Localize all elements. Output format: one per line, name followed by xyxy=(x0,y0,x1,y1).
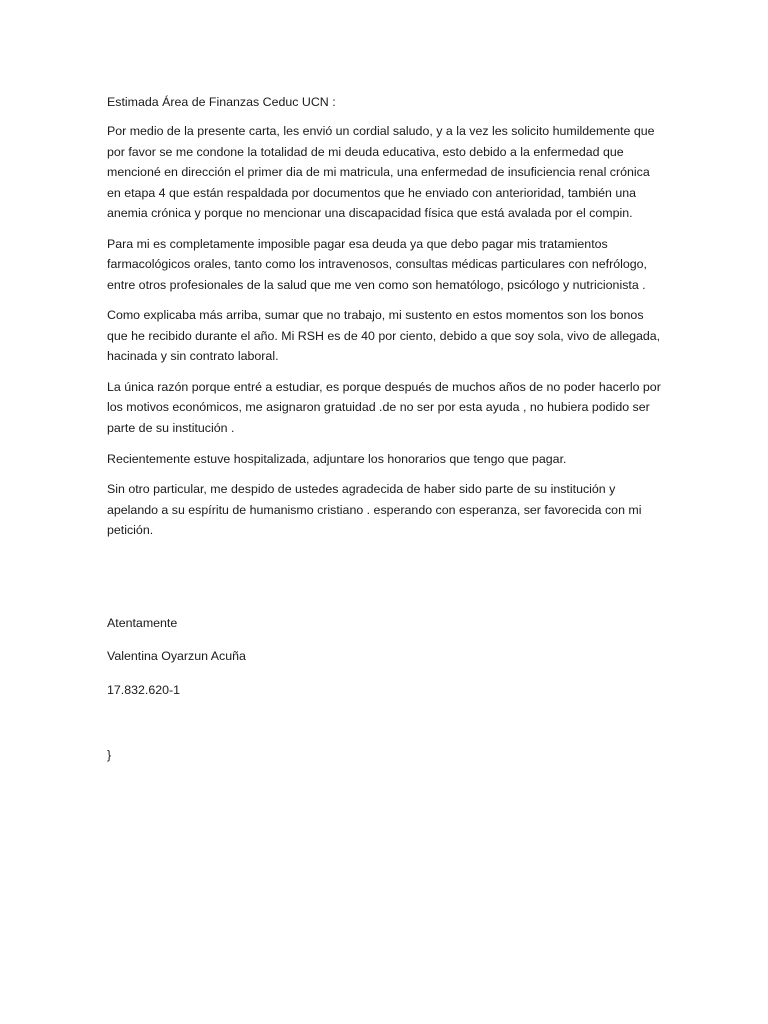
paragraph-request: Por medio de la presente carta, les envió un cordial saludo, y a la vez les solicito humildemente que por favor se me condone la totalidad de mi deuda educativa, esto debido a la enfermedad que mencioné en dirección el primer dia de mi matricula, una enfermedad de insuficiencia renal crónica en etapa 4 que están respaldada por documentos que he enviado con anterioridad, también una anemia crónica y porque no mencionar una discapacidad física que está avalada por el compin. xyxy=(107,124,655,221)
paragraph-farewell: Sin otro particular, me despido de ustedes agradecida de haber sido parte de su institución y apelando a su espíritu de humanismo cristiano . esperando con esperanza, ser favorecida con mi petición. xyxy=(107,482,642,538)
paragraph-income: Como explicaba más arriba, sumar que no trabajo, mi sustento en estos momentos son los bonos que he recibido durante el año. Mi RSH es de 40 por ciento, debido a que soy sola, vivo de allegada, hacinada y sin contrato laboral. xyxy=(107,308,661,364)
trailing-brace: } xyxy=(107,748,112,762)
letter-closing: Atentamente xyxy=(107,616,178,630)
paragraph-treatments: Para mi es completamente imposible pagar esa deuda ya que debo pagar mis tratamientos farmacológicos orales, tanto como los intravenosos, consultas médicas particulares con nefrólogo, entre otros profesionales de la salud que me ven como son hematólogo, psicólogo y nutricionista . xyxy=(107,236,647,292)
paragraph-gratuity: La única razón porque entré a estudiar, es porque después de muchos años de no poder hacerlo por los motivos económicos, me asignaron gratuidad .de no ser por esta ayuda , no hubiera podido ser parte de su institución . xyxy=(107,380,661,435)
letter-body xyxy=(107,92,662,551)
signer-id: 17.832.620-1 xyxy=(107,683,181,697)
letter-greeting: Estimada Área de Finanzas Ceduc UCN : xyxy=(107,95,336,109)
paragraph-hospitalization: Recientemente estuve hospitalizada, adjuntare los honorarios que tengo que pagar. xyxy=(107,451,567,466)
signer-name: Valentina Oyarzun Acuña xyxy=(107,649,246,663)
